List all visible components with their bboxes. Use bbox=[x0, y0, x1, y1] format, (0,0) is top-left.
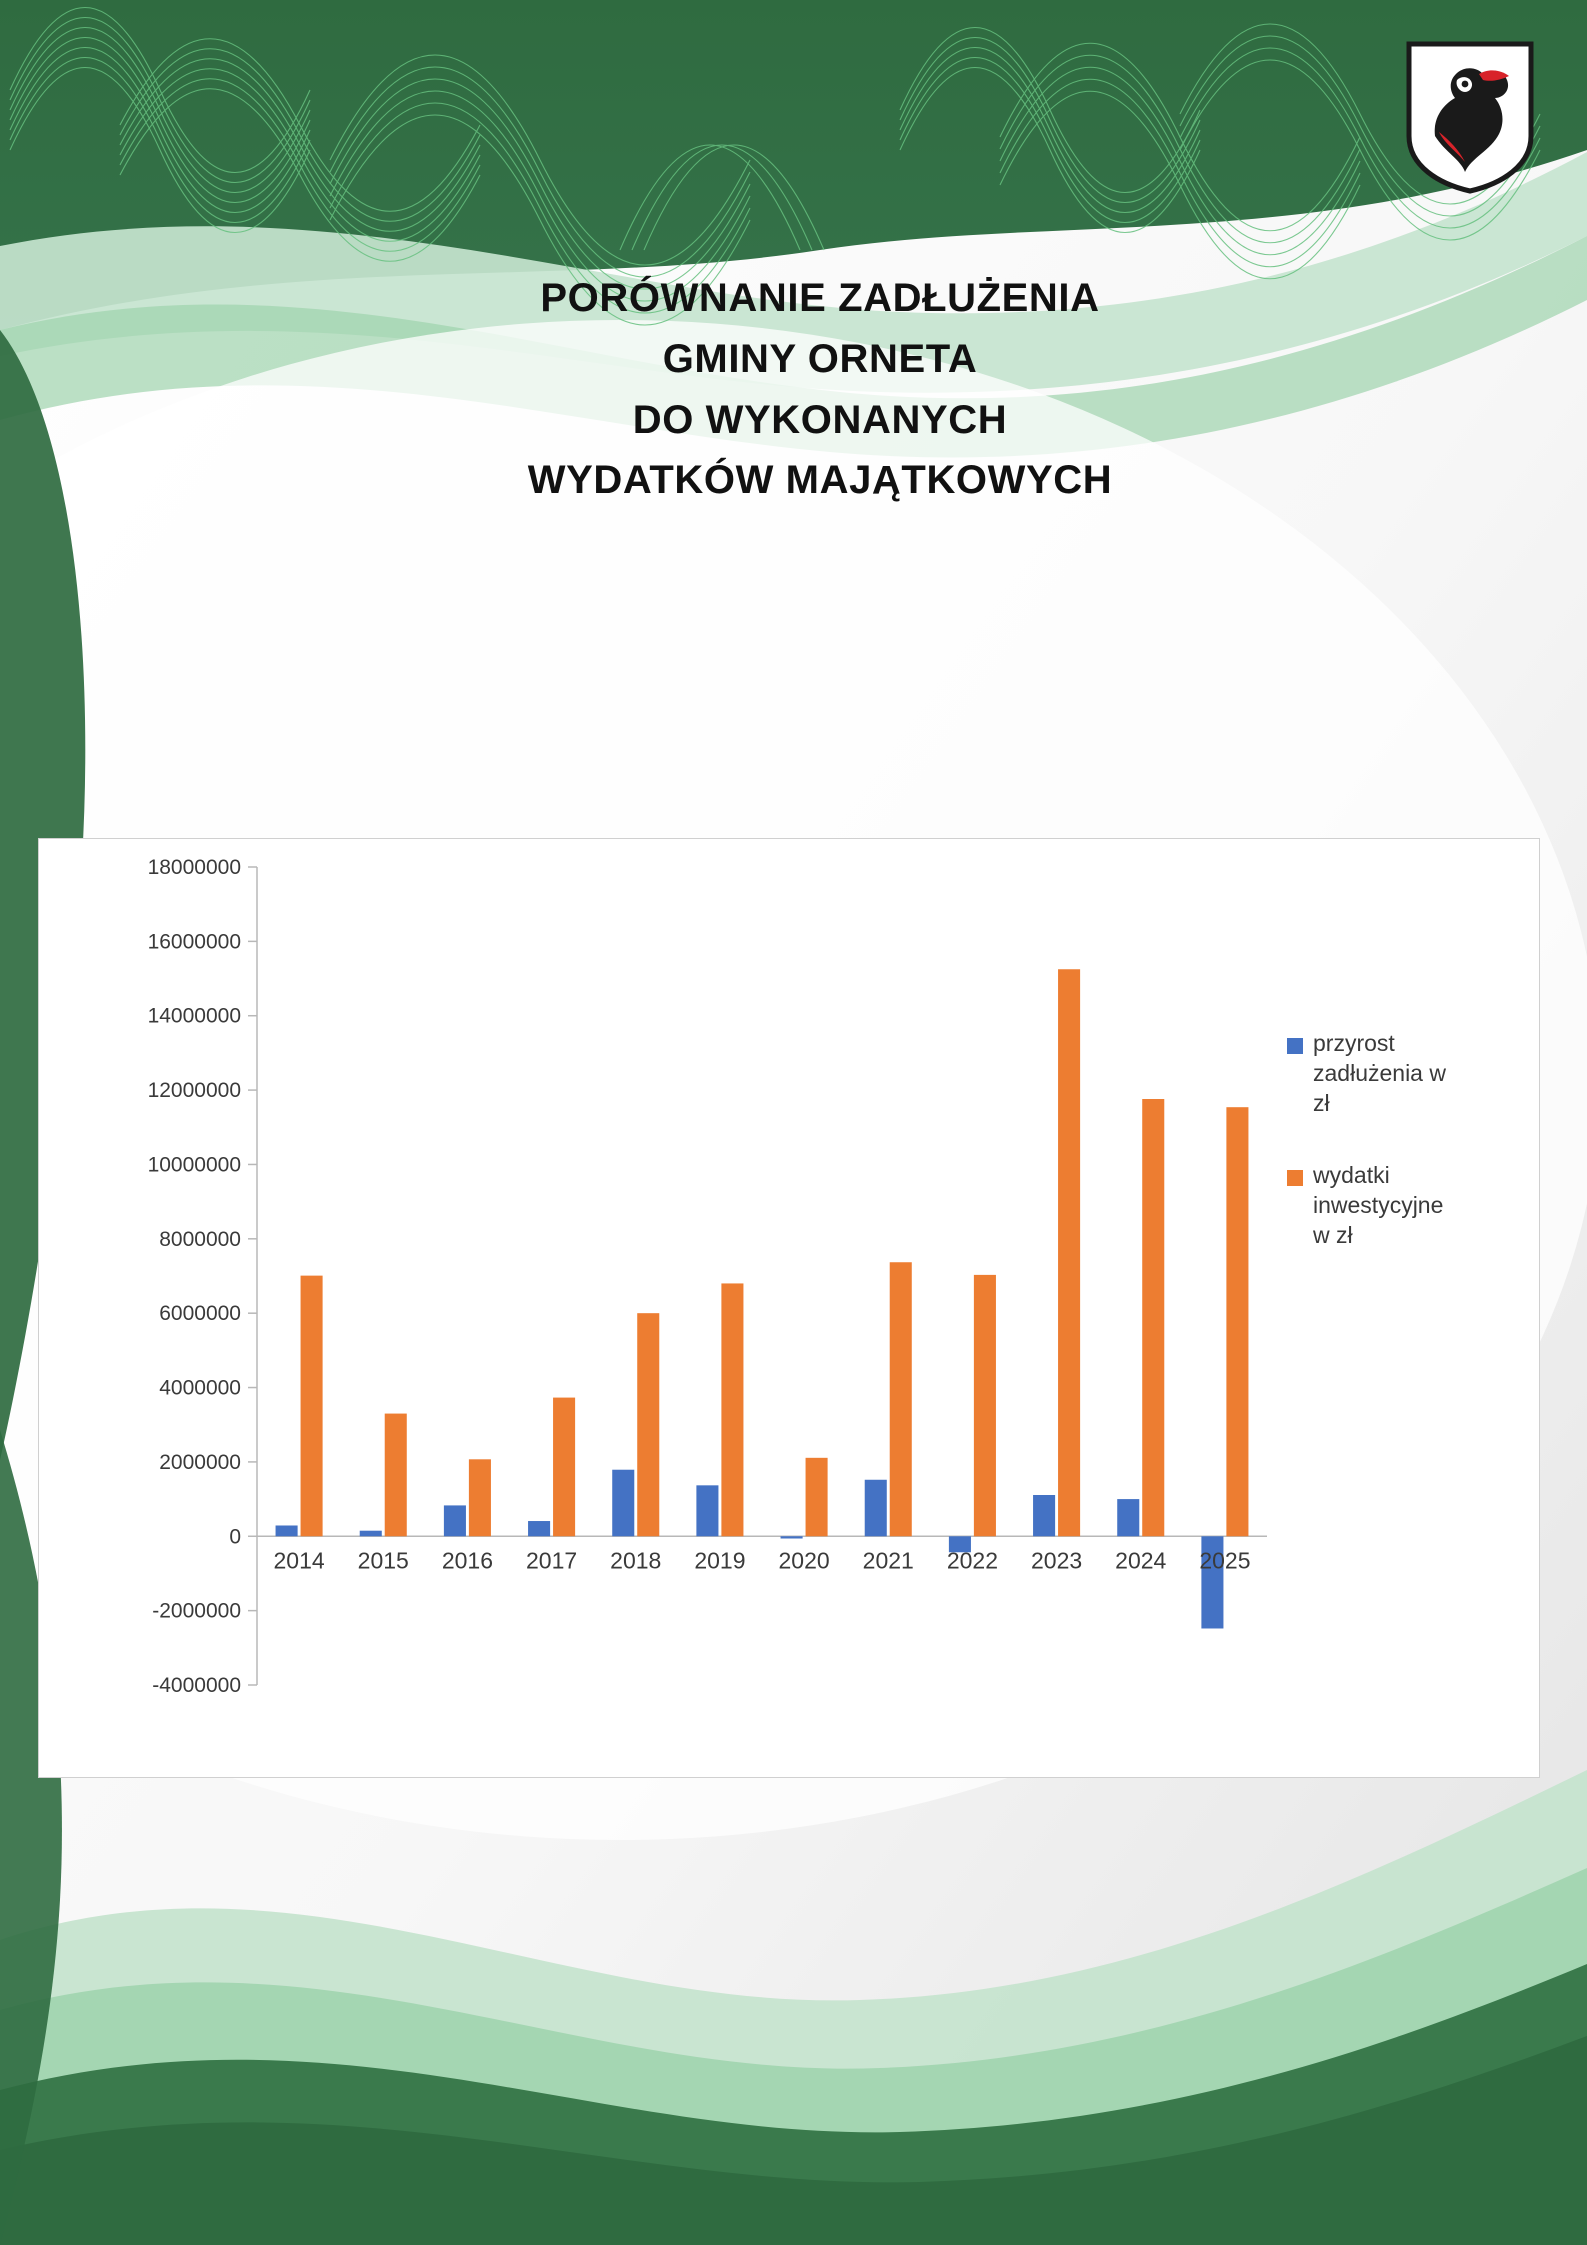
chart-container bbox=[38, 838, 1540, 1778]
legend-label: w zł bbox=[1313, 1222, 1353, 1248]
bar-przyrost-2015 bbox=[360, 1531, 382, 1537]
x-axis-category-label: 2020 bbox=[778, 1547, 830, 1574]
x-axis-category-label: 2014 bbox=[273, 1547, 325, 1574]
y-axis-tick-label: 6000000 bbox=[159, 1302, 241, 1326]
chart-plot-area bbox=[39, 839, 1539, 1777]
page-title-line-4: WYDATKÓW MAJĄTKOWYCH bbox=[527, 458, 1113, 503]
x-axis-category-label: 2021 bbox=[862, 1547, 914, 1574]
x-axis-category-label: 2025 bbox=[1199, 1547, 1251, 1574]
bar-przyrost-2016 bbox=[444, 1505, 466, 1536]
bar-przyrost-2020 bbox=[781, 1536, 803, 1538]
x-axis-category-label: 2024 bbox=[1115, 1547, 1167, 1574]
y-axis-tick-label: 18000000 bbox=[147, 856, 241, 879]
bar-wydatki-2020 bbox=[806, 1458, 828, 1536]
y-axis-tick-label: 4000000 bbox=[159, 1376, 241, 1400]
y-axis-tick-label: 2000000 bbox=[159, 1450, 241, 1474]
legend-swatch bbox=[1287, 1038, 1303, 1054]
bar-wydatki-2017 bbox=[553, 1398, 575, 1537]
bar-wydatki-2021 bbox=[890, 1262, 912, 1536]
legend-label: wydatki bbox=[1313, 1162, 1390, 1188]
x-axis-category-label: 2017 bbox=[525, 1547, 578, 1574]
x-axis-category-label: 2023 bbox=[1030, 1547, 1083, 1574]
bar-wydatki-2025 bbox=[1226, 1107, 1248, 1536]
bar-wydatki-2016 bbox=[469, 1459, 491, 1536]
y-axis-tick-label: 14000000 bbox=[147, 1004, 241, 1028]
bar-przyrost-2023 bbox=[1033, 1495, 1055, 1536]
bar-przyrost-2024 bbox=[1117, 1499, 1139, 1536]
bar-wydatki-2022 bbox=[974, 1275, 996, 1536]
x-axis-category-label: 2019 bbox=[694, 1547, 746, 1574]
legend-label: przyrost bbox=[1313, 1030, 1395, 1056]
bar-przyrost-2021 bbox=[865, 1480, 887, 1537]
bar-przyrost-2019 bbox=[696, 1485, 718, 1536]
y-axis-tick-label: 16000000 bbox=[147, 930, 241, 954]
y-axis-tick-label: -2000000 bbox=[152, 1599, 241, 1623]
bar-przyrost-2014 bbox=[276, 1525, 298, 1536]
page-title-line-3: DO WYKONANYCH bbox=[632, 397, 1008, 442]
bar-wydatki-2023 bbox=[1058, 969, 1080, 1536]
bar-wydatki-2014 bbox=[301, 1276, 323, 1537]
page-title-line-2: GMINY ORNETA bbox=[662, 336, 978, 381]
page-title bbox=[0, 268, 1587, 511]
bar-wydatki-2015 bbox=[385, 1414, 407, 1537]
y-axis-tick-label: -4000000 bbox=[152, 1674, 241, 1697]
legend-swatch bbox=[1287, 1170, 1303, 1186]
bar-wydatki-2019 bbox=[721, 1283, 743, 1536]
bar-wydatki-2024 bbox=[1142, 1099, 1164, 1536]
page-title-line-1: PORÓWNANIE ZADŁUŻENIA bbox=[540, 276, 1100, 320]
bar-przyrost-2017 bbox=[528, 1521, 550, 1536]
coat-of-arms-icon bbox=[1405, 40, 1535, 195]
bar-przyrost-2018 bbox=[612, 1470, 634, 1537]
legend-label: zł bbox=[1313, 1090, 1330, 1116]
x-axis-category-label: 2022 bbox=[946, 1547, 999, 1574]
legend-label: zadłużenia w bbox=[1313, 1060, 1446, 1086]
y-axis-tick-label: 10000000 bbox=[147, 1153, 241, 1177]
x-axis-category-label: 2015 bbox=[357, 1547, 409, 1574]
bar-wydatki-2018 bbox=[637, 1313, 659, 1536]
y-axis-tick-label: 12000000 bbox=[147, 1079, 241, 1103]
x-axis-category-label: 2018 bbox=[610, 1547, 662, 1574]
bar-chart bbox=[39, 839, 1539, 1777]
legend-label: inwestycyjne bbox=[1313, 1192, 1444, 1218]
y-axis-tick-label: 0 bbox=[229, 1525, 241, 1549]
y-axis-tick-label: 8000000 bbox=[159, 1227, 241, 1251]
x-axis-category-label: 2016 bbox=[441, 1547, 494, 1574]
